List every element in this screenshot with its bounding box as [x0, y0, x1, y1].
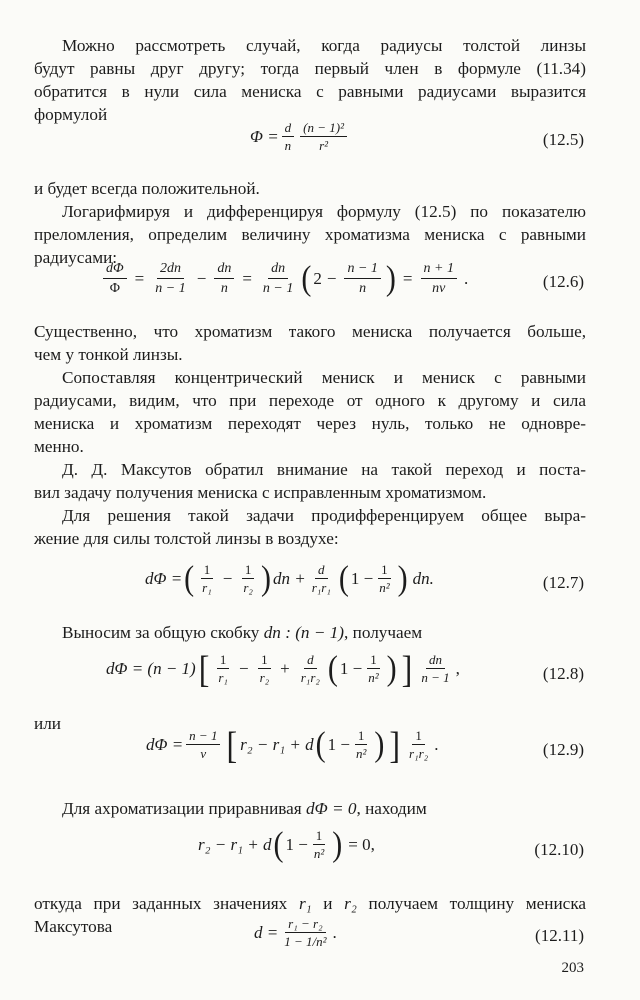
inline-formula: dΦ = 0: [306, 799, 357, 818]
paragraph-1-cont: [34, 57, 586, 126]
text-line: Д. Д. Максутов обратил внимание на такой переход и поста-: [62, 460, 586, 479]
fraction: $\frac{1}{\text{n²}}$: [379, 562, 390, 595]
fraction: $\frac{dn}{n - 1}$: [262, 261, 294, 296]
paragraph-3: [34, 200, 586, 223]
paragraph-2: [34, 177, 586, 200]
fraction: $\frac{1}{\text{r₁}}$: [218, 652, 228, 685]
text-line: Сопоставляя концентрический мениск и мениск с равными: [62, 368, 586, 387]
fraction: $\frac{2dn}{n - 1}$: [155, 261, 186, 296]
fraction: $\frac{d}{\text{r₁r₂}}$: [300, 652, 320, 685]
paragraph-10: [34, 797, 586, 820]
fraction: $\frac{d}{\text{r₁r₁}}$: [311, 562, 331, 595]
text-line: , получаем: [344, 623, 423, 642]
text-line: Логарифмируя и дифференцируя формулу (12.5) по показателю: [62, 202, 586, 221]
text-line: будут равны друг другу; тогда первый член в формуле (11.34): [34, 59, 586, 78]
paragraph-5-cont: [34, 389, 586, 458]
equation-number: (12.9): [542, 740, 584, 759]
fraction: $\frac{d}{n}$: [282, 120, 295, 153]
equation-number: (12.7): [542, 573, 584, 592]
equation-12-10: r₂ − r₁ + d ( 1 − $\frac{1}{\text{n²}}$ ) = 0, (12.10): [198, 824, 584, 863]
fraction: $\frac{1}{\text{r₂}}$: [243, 562, 253, 595]
text-line: Максутова: [34, 917, 113, 936]
text-line: Можно рассмотреть случай, когда радиусы толстой линзы: [62, 36, 586, 55]
paragraph-6: [34, 458, 586, 481]
text-line: чем у тонкой линзы.: [34, 345, 183, 364]
fraction: $\frac{1}{\text{n²}}$: [313, 828, 325, 861]
paragraph-1: [34, 34, 586, 57]
fraction: $\frac{dn}{n - 1}$: [421, 652, 450, 685]
equation-12-9: dΦ = $\frac{n - 1}{\nu}$ [ r₂ − r₁ + d ( 1 − $\frac{1}{\text{n²}}$ ) ] $\frac{1}{\text{r₁r₂}}$ . (12.9): [146, 722, 584, 767]
equation-12-6: $\frac{d\Phi}{\Phi}$ = $\frac{2dn}{n - 1}$ − $\frac{dn}{n}$ = $\frac{dn}{n - 1}$ ( 2 − $\frac{n - 1}{n}$ ) = $\frac{n + 1}{n\nu}$ . (12.6): [0, 260, 640, 308]
equation-number: (12.8): [542, 664, 584, 683]
text-line: откуда при заданных значениях r₁ и r₂ получаем толщину мениска: [34, 894, 587, 913]
text-line: радиусами:: [34, 248, 118, 267]
equation-12-11: d = $\frac{\text{r₁ − r₂}}{\text{1 − 1/n²}}$ . (12.11): [254, 916, 584, 949]
fraction: $\frac{n + 1}{n\nu}$: [421, 260, 457, 297]
text-line: Выносим за общую скобку: [62, 623, 260, 642]
fraction: $\frac{n - 1}{n}$: [344, 260, 380, 297]
text-line: Для ахроматизации приравнивая: [62, 799, 302, 818]
fraction: $\frac{\text{(n − 1)²}}{\text{r²}}$: [300, 120, 347, 153]
fraction: $\frac{n - 1}{\nu}$: [186, 728, 220, 761]
fraction: $\frac{1}{\text{r₁r₂}}$: [409, 728, 429, 761]
fraction: $\frac{1}{\text{r₂}}$: [259, 652, 270, 685]
text-line: Существенно, что хроматизм такого мениска получается больше,: [34, 322, 586, 341]
equation-12-5: [0, 120, 640, 164]
fraction: $\frac{1}{\text{n²}}$: [368, 652, 379, 685]
paragraph-5: [34, 366, 586, 389]
fraction: $\frac{1}{\text{n²}}$: [355, 728, 367, 761]
equation-12-8: dΦ = (n − 1) [ $\frac{1}{\text{r₁}}$ − $\frac{1}{\text{r₂}}$ + $\frac{d}{\text{r₁r₂}}$ ( 1 − $\frac{1}{\text{n²}}$ ) ] $\frac{dn}{n - 1}$ , (12.8): [106, 646, 584, 691]
equation-number: (12.10): [534, 840, 584, 859]
paragraph-7: [34, 504, 586, 527]
text-line: и будет всегда положительной.: [34, 179, 260, 198]
equation-12-7: dΦ = ( $\frac{1}{\text{r₁}}$ − $\frac{1}{\text{r₂}}$ ) dn + $\frac{d}{\text{r₁r₁}}$ ( 1 − $\frac{1}{\text{n²}}$ ) dn. (12.7): [145, 558, 584, 597]
text-line: мениска и хроматизм переходят через нуль, только не одновре-: [34, 414, 586, 433]
paragraph-6-cont: [34, 481, 586, 504]
fraction: $\frac{d\Phi}{\Phi}$: [103, 260, 127, 297]
page-number: 203: [561, 960, 584, 976]
paragraph-8: [34, 621, 586, 644]
fraction: $\frac{dn}{n}$: [214, 260, 234, 297]
text-line: , находим: [356, 799, 427, 818]
text-line: преломления, определим величину хроматизма мениска с равными: [34, 225, 586, 244]
paragraph-7-cont: [34, 527, 586, 550]
fraction: $\frac{\text{r₁ − r₂}}{\text{1 − 1/n²}}$: [284, 916, 327, 949]
paragraph-4: [34, 320, 586, 366]
text-line: или: [34, 714, 61, 733]
text-line: Для решения такой задачи продифференцируем общее выра-: [62, 506, 586, 525]
equation-number: (12.5): [542, 130, 584, 149]
inline-formula: dn : (n − 1): [263, 623, 345, 642]
text-line: жение для силы толстой линзы в воздухе:: [34, 529, 339, 548]
eq-lhs: Φ =: [250, 126, 279, 146]
text-line: радиусами, видим, что при переходе от одного к другому и сила: [34, 391, 586, 410]
text-line: формулой: [34, 105, 108, 124]
equation-number: (12.6): [542, 272, 584, 291]
fraction: $\frac{1}{\text{r₁}}$: [202, 562, 212, 595]
text-line: обратится в нули сила мениска с равными радиусами выразится: [34, 82, 586, 101]
text-line: вил задачу получения мениска с исправленным хроматизмом.: [34, 483, 487, 502]
equation-number: (12.11): [535, 926, 584, 945]
text-line: менно.: [34, 437, 84, 456]
